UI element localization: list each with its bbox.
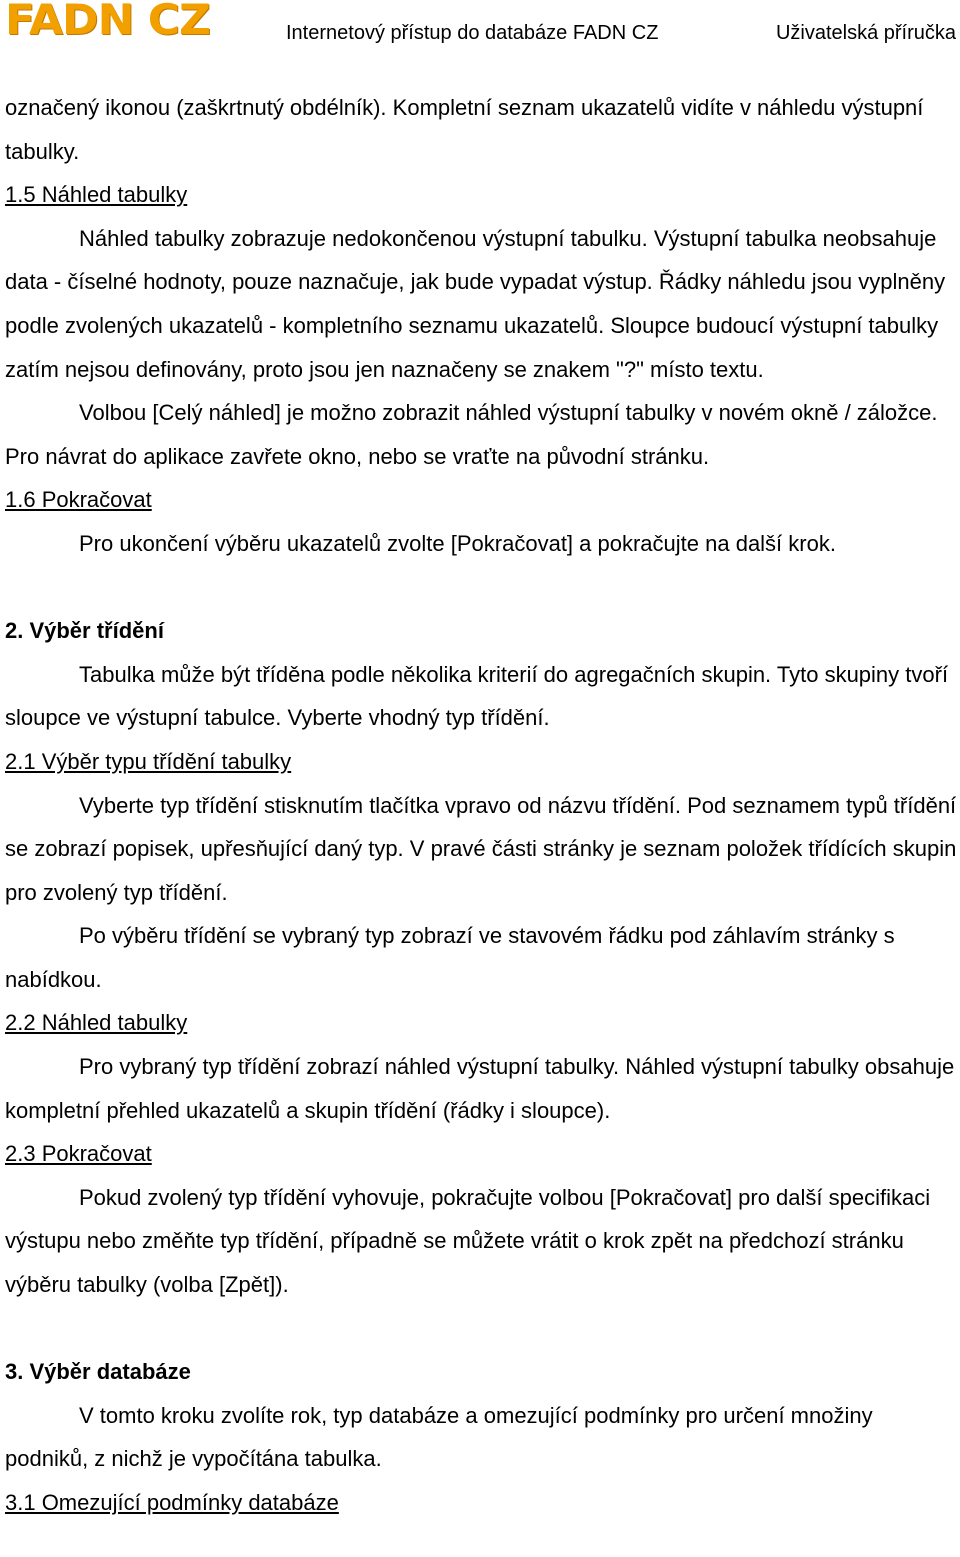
document-body — [5, 86, 957, 1525]
paragraph: Náhled tabulky zobrazuje nedokončenou výstupní tabulku. Výstupní tabulka neobsahuje data - číselné hodnoty, pouze naznačuje, jak bude vypadat výstup. Řádky náhledu jsou vyplněny podle zvolených ukazatelů - kompletního seznamu ukazatelů. Sloupce budoucí výstupní tabulky zatím nejsou definovány, proto jsou jen naznačeny se znakem "?" místo textu. — [5, 225, 946, 382]
heading-2: 2. Výběr třídění — [5, 618, 164, 644]
paragraph: V tomto kroku zvolíte rok, typ databáze a omezující podmínky pro určení množiny podniků, z nichž je vypočítána tabulka. — [5, 1402, 873, 1472]
paragraph: Volbou [Celý náhled] je možno zobrazit náhled výstupní tabulky v novém okně / záložce. Pro návrat do aplikace zavřete okno, nebo se vraťte na původní stránku. — [5, 400, 938, 469]
subheading-1-6: 1.6 Pokračovat — [5, 487, 152, 513]
subheading-2-3: 2.3 Pokračovat — [5, 1141, 152, 1167]
subheading-2-2: 2.2 Náhled tabulky — [5, 1010, 188, 1036]
fadn-logo: FADN CZ — [5, 0, 210, 45]
header-title: Internetový přístup do databáze FADN CZ — [286, 22, 659, 44]
subheading-3-1: 3.1 Omezující podmínky databáze — [5, 1490, 339, 1515]
spacer — [5, 566, 957, 610]
paragraph: Pokud zvolený typ třídění vyhovuje, pokračujte volbou [Pokračovat] pro další specifikaci výstupu nebo změňte typ třídění, případně se můžete vrátit o krok zpět na předchozí stránku výběru tabulky (volba [Zpět]). — [5, 1184, 931, 1298]
paragraph: Po výběru třídění se vybraný typ zobrazí ve stavovém řádku pod záhlavím stránky s nabídkou. — [5, 923, 895, 992]
paragraph: Tabulka může být tříděna podle několika kriterií do agregačních skupin. Tyto skupiny tvoří sloupce ve výstupní tabulce. Vyberte vhodný typ třídění. — [5, 661, 949, 731]
heading-3: 3. Výběr databáze — [5, 1359, 191, 1385]
subheading-2-1: 2.1 Výběr typu třídění tabulky — [5, 748, 292, 774]
subheading-1-5: 1.5 Náhled tabulky — [5, 182, 188, 208]
paragraph: Pro ukončení výběru ukazatelů zvolte [Pokračovat] a pokračujte na další krok. — [79, 530, 836, 556]
paragraph: Pro vybraný typ třídění zobrazí náhled výstupní tabulky. Náhled výstupní tabulky obsahuje kompletní přehled ukazatelů a skupin třídění (řádky i sloupce). — [5, 1054, 955, 1123]
paragraph: označený ikonou (zaškrtnutý obdélník). Kompletní seznam ukazatelů vidíte v náhledu výstupní tabulky. — [5, 95, 924, 164]
spacer — [5, 1307, 957, 1351]
page-header — [0, 0, 960, 60]
paragraph: Vyberte typ třídění stisknutím tlačítka vpravo od názvu třídění. Pod seznamem typů třídění se zobrazí popisek, upřesňující daný typ. V pravé části stránky je seznam položek třídících skupin pro zvolený typ třídění. — [5, 792, 957, 905]
header-manual-label: Uživatelská příručka — [775, 22, 956, 44]
